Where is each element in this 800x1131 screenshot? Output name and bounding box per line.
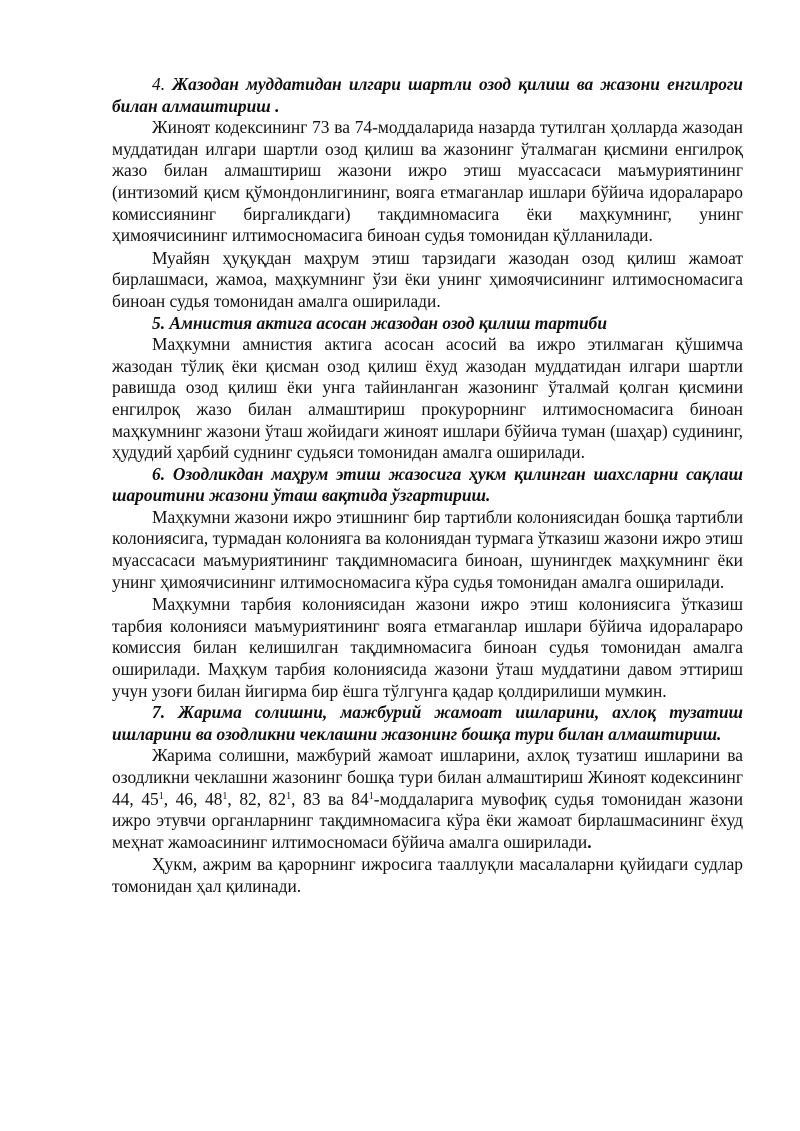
superscript-1: 1	[158, 790, 164, 802]
section-7-period: .	[587, 831, 592, 852]
section-6-paragraph-1: Маҳкумни жазони ижро этишнинг бир тартибли колониясидан бошқа тартибли колониясига, турмадан колонияга ва колониядан турмага ўтказиш жазони ижро этиш муассасаси маъмуриятининг тақдимномасига биноан, шунингдек маҳкумнинг ёки унинг ҳимоячисининг илтимосномасига кўра судья томонидан амалга оширилади.	[112, 506, 743, 592]
section-5-paragraph-1: Маҳкумни амнистия актига асосан асосий ва ижро этилмаган қўшимча жазодан тўлиқ ёки қисман озод қилиш ёхуд жазодан муддатидан илгари шартли равишда озод қилиш ёки унга тайинланган жазонинг ўталмай қолган қисмини енгилроқ жазо билан алмаштириш прокурорнинг илтимосномасига биноан маҳкумнинг жазони ўташ жойидаги жиноят ишлари бўйича туман (шаҳар) судининг, ҳудудий ҳарбий суднинг судьяси томонидан амалга оширилади.	[112, 334, 743, 463]
section-7-text-e: -моддаларига мувофиқ судья томонидан жазони ижро этувчи органларнинг тақдимномасига кўра ёки жамоат бирлашмасининг ёхуд меҳнат жамоасининг илтимосномаси бўйича амалга оширилади	[112, 788, 744, 852]
section-7-text-d: , 83 ва 84	[291, 788, 369, 809]
section-4-paragraph-1: Жиноят кодексининг 73 ва 74-моддаларида назарда тутилган ҳолларда жазодан муддатидан илгари шартли озод қилиш ва жазонинг ўталмаган қисмини енгилроқ жазо билан алмаштириш жазони ижро этиш муассасаси маъмуриятининг (интизомий қисм қўмондонлигининг, вояга етмаганлар ишлари бўйича идоралараро комиссиянинг биргаликдаги) тақдимномасига ёки маҳкумнинг, унинг ҳимоячисининг илтимосномасига биноан судья томонидан қўлланилади.	[112, 117, 743, 246]
section-4-paragraph-2: Муайян ҳуқуқдан маҳрум этиш тарзидаги жазодан озод қилиш жамоат бирлашмаси, жамоа, маҳкумнинг ўзи ёки унинг ҳимоячисининг илтимосномасига биноан судья томонидан амалга оширилади.	[112, 247, 743, 311]
superscript-2: 1	[222, 790, 228, 802]
section-7-text-a: Жарима солишни, мажбурий жамоат ишларини, ахлоқ тузатиш ишларини ва озодликни чеклашни жазонинг бошқа тури билан алмаштириш Жиноят кодексининг 44, 45	[112, 745, 743, 809]
document-page	[112, 74, 743, 898]
section-5-heading: 5. Амнистия актига асосан жазодан озод қилиш тартиби	[152, 312, 608, 333]
section-6-heading: 6. Озодликдан маҳрум этиш жазосига ҳукм қилинган шахсларни сақлаш шароитини жазони ўташ вақтида ўзгартириш.	[112, 463, 743, 506]
section-4-title: Жазодан муддатидан илгари шартли озод қилиш ва жазони енгилроги билан алмаштириш .	[112, 74, 743, 116]
section-7-heading: 7. Жарима солишни, мажбурий жамоат ишларини, ахлоқ тузатиш ишларини ва озодликни чеклашни жазонинг бошқа тури билан алмаштириш.	[112, 702, 743, 744]
section-7-paragraph-1	[112, 745, 743, 853]
superscript-4: 1	[368, 790, 374, 802]
superscript-3: 1	[286, 790, 292, 802]
section-4-number: 4.	[152, 74, 166, 94]
section-6-paragraph-2: Маҳкумни тарбия колониясидан жазони ижро этиш колониясига ўтказиш тарбия колонияси маъмуриятининг вояга етмаганлар ишлари бўйича идоралараро комиссия билан келишилган тақдимномасига биноан судья томонидан амалга оширилади. Маҳкум тарбия колониясида жазони ўташ муддатини давом эттириш учун узоғи билан йигирма бир ёшга тўлгунга қадар қолдирилиши мумкин.	[112, 594, 743, 701]
section-7-text-c: , 82, 82	[227, 788, 287, 809]
section-7-paragraph-2: Ҳукм, ажрим ва қарорнинг ижросига тааллуқли масалаларни қуйидаги судлар томонидан ҳал қилинади.	[112, 854, 743, 896]
section-4-heading	[112, 74, 743, 117]
section-7-text-b: , 46, 48	[163, 788, 223, 809]
